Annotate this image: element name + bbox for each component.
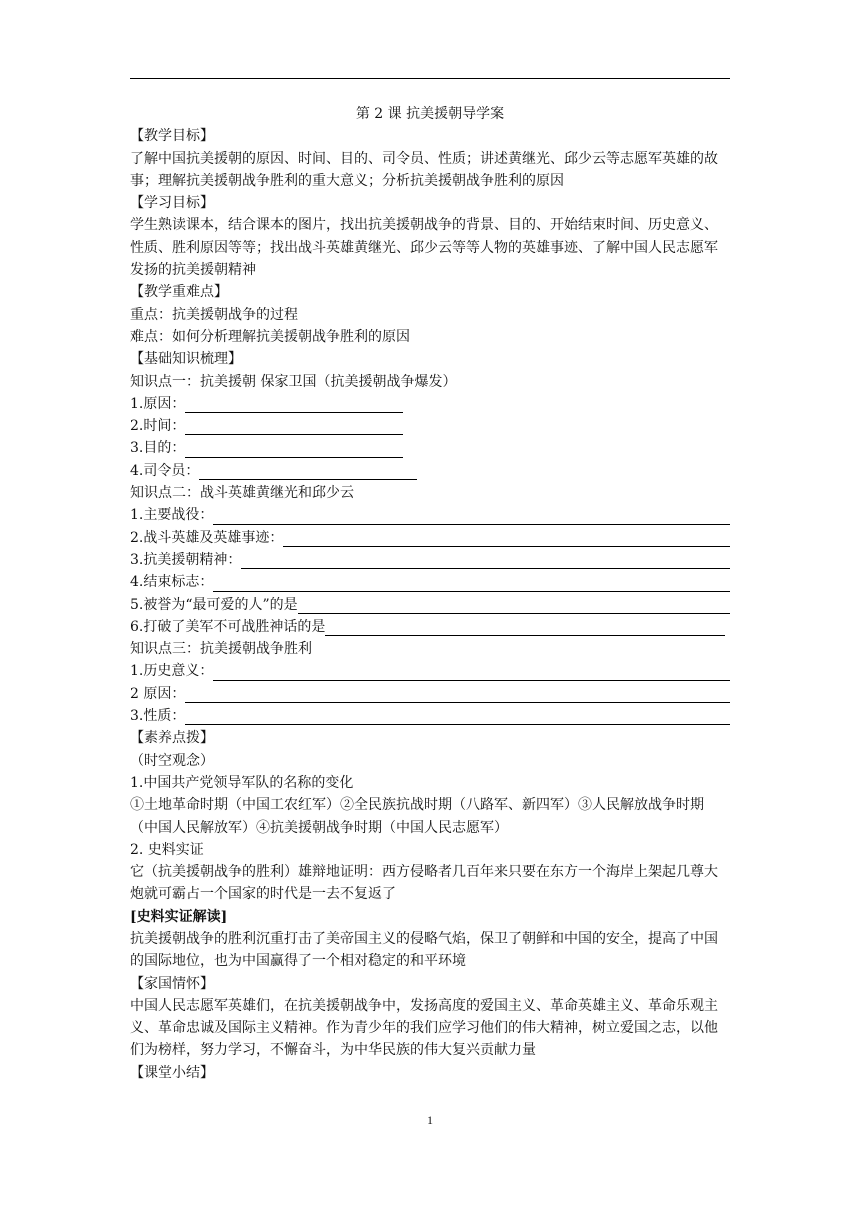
fill-in-heroes [130,527,730,549]
field-label: 6.打破了美军不可战胜神话的是 [130,618,326,635]
field-label: 2.时间： [130,418,186,435]
key-focus: 重点：抗美援朝战争的过程 [130,306,298,323]
fill-in-nature [130,705,730,727]
fill-in-spirit [130,549,730,571]
field-label: 4.结束标志： [130,574,214,591]
literacy-item-2-title: 2. 史料实证 [130,841,204,858]
key-difficulty: 难点：如何分析理解抗美援朝战争胜利的原因 [130,328,410,345]
basics-heading: 【基础知识梳理】 [130,351,242,368]
answer-blank[interactable] [325,618,725,636]
answer-blank[interactable] [185,685,730,703]
literacy-item-1-text: ①土地革命时期（中国工农红军）②全民族抗战时期（八路军、新四军）③人民解放战争时期（中国人民解放军）④抗美援朝战争时期（中国人民志愿军） [130,797,704,836]
page-title: 第 2 课 抗美援朝导学案 [355,106,505,122]
fill-in-battles [130,504,730,526]
fill-in-purpose [130,437,730,459]
field-label: 3.性质： [130,708,186,725]
interpretation-heading: [史料实证解读] [130,908,228,925]
learning-goal-heading: 【学习目标】 [130,195,214,212]
answer-blank[interactable] [213,507,730,525]
field-label: 4.司令员： [130,462,200,479]
key-points-heading: 【教学重难点】 [130,284,228,301]
field-label: 2.战斗英雄及英雄事迹： [130,529,284,546]
header-rule [130,78,730,79]
teaching-goal-text: 了解中国抗美援朝的原因、时间、目的、司令员、性质；讲述黄继光、邱少云等志愿军英雄的故事；理解抗美援朝战争胜利的重大意义；分析抗美援朝战争胜利的原因 [130,150,718,189]
summary-heading: 【课堂小结】 [130,1064,214,1081]
page-number: 1 [427,1113,433,1127]
literacy-item-2-text: 它（抗美援朝战争的胜利）雄辩地证明：西方侵略者几百年来只要在东方一个海岸上架起几尊大炮就可霸占一个国家的时代是一去不复返了 [130,864,718,903]
fill-in-time [130,415,730,437]
fill-in-victory-reason [130,683,730,705]
fill-in-myth-breaker [130,616,730,638]
answer-blank[interactable] [185,395,403,413]
literacy-item-1-title: 1.中国共产党领导军队的名称的变化 [130,774,354,791]
knowledge-point-2-title: 知识点二：战斗英雄黄继光和邱少云 [130,485,354,502]
answer-blank[interactable] [185,440,403,458]
patriotism-text: 中国人民志愿军英雄们，在抗美援朝战争中，发扬高度的爱国主义、革命英雄主义、革命乐观主义、革命忠诚及国际主义精神。作为青少年的我们应学习他们的伟大精神，树立爱国之志，以他们为榜样，努力学习，不懈奋斗，为中华民族的伟大复兴贡献力量 [130,997,718,1059]
answer-blank[interactable] [213,663,730,681]
teaching-goal-heading: 【教学目标】 [130,128,214,145]
fill-in-significance [130,660,730,682]
answer-blank[interactable] [185,707,730,725]
fill-in-reason [130,393,730,415]
field-label: 3.目的： [130,440,186,457]
fill-in-loveliest-people [130,594,730,616]
fill-in-commander [130,460,730,482]
literacy-subheading: （时空观念） [130,752,214,769]
interpretation-text: 抗美援朝战争的胜利沉重打击了美帝国主义的侵略气焰，保卫了朝鲜和中国的安全，提高了中国的国际地位，也为中国赢得了一个相对稳定的和平环境 [130,930,718,970]
answer-blank[interactable] [283,529,730,547]
field-label: 1.主要战役： [130,507,214,524]
field-label: 1.原因： [130,395,186,412]
answer-blank[interactable] [185,417,403,435]
learning-goal-text: 学生熟读课本，结合课本的图片，找出抗美援朝战争的背景、目的、开始结束时间、历史意义、性质、胜利原因等等；找出战斗英雄黄继光、邱少云等等人物的英雄事迹、了解中国人民志愿军发扬的抗美援朝精神 [130,217,718,279]
answer-blank[interactable] [199,462,417,480]
patriotism-heading: 【家国情怀】 [130,975,214,992]
answer-blank[interactable] [241,551,730,569]
knowledge-point-3-title: 知识点三：抗美援朝战争胜利 [130,641,312,658]
field-label: 1.历史意义： [130,663,214,680]
document-body [130,103,730,1084]
answer-blank[interactable] [298,596,730,614]
field-label: 5.被誉为“最可爱的人”的是 [130,596,298,613]
fill-in-end-sign [130,571,730,593]
field-label: 3.抗美援朝精神： [130,551,242,568]
literacy-heading: 【素养点拨】 [130,730,214,747]
answer-blank[interactable] [213,574,730,592]
field-label: 2 原因： [130,685,186,702]
knowledge-point-1-title: 知识点一：抗美援朝 保家卫国（抗美援朝战争爆发） [130,373,457,390]
